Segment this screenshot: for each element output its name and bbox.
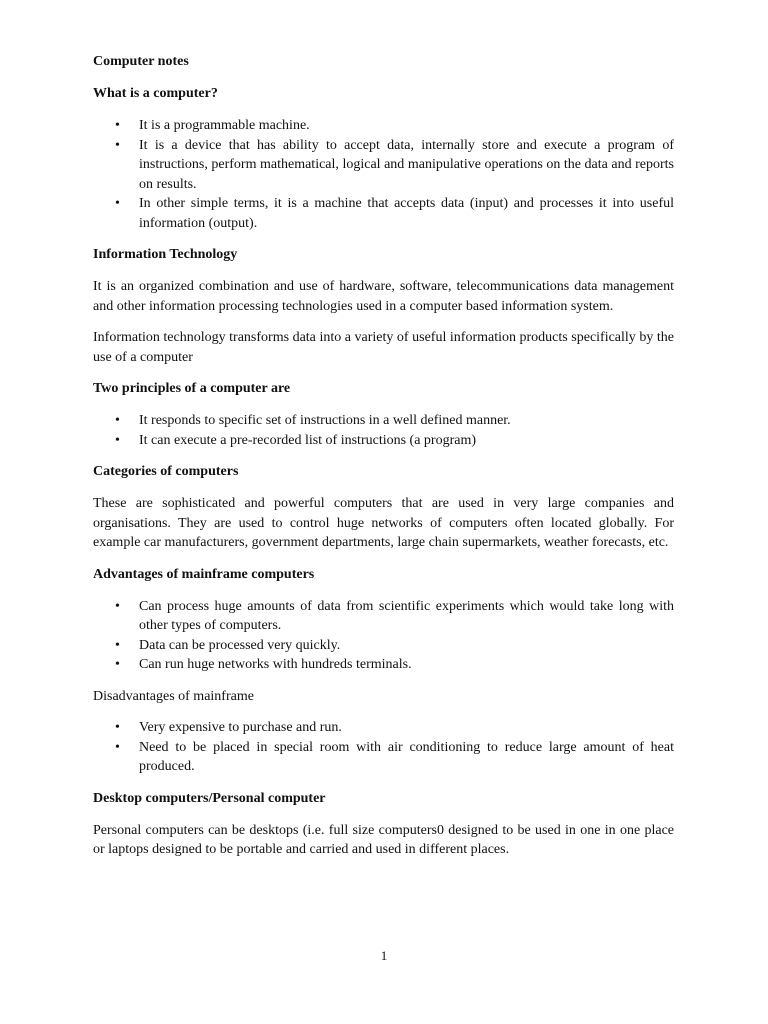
list-item: • Can run huge networks with hundreds terminals. — [93, 655, 674, 675]
list-item: • In other simple terms, it is a machine that accepts data (input) and processes it into useful information (output). — [115, 196, 674, 231]
bullet-icon: • — [115, 637, 120, 653]
list-item: • It responds to specific set of instructions in a well defined manner. — [93, 411, 674, 431]
bullet-icon: • — [115, 657, 120, 672]
section-heading-plain: Disadvantages of mainframe — [93, 688, 254, 704]
section-heading: Desktop computers/Personal computer — [93, 790, 326, 806]
bullet-icon: • — [115, 196, 120, 211]
document-body — [93, 52, 674, 860]
bullet-icon: • — [115, 598, 120, 614]
paragraph: Information technology transforms data into a variety of useful information products specifically by the use of a computer — [93, 330, 674, 365]
bullet-list — [93, 718, 674, 777]
list-item: • Very expensive to purchase and run. — [93, 718, 674, 738]
list-item: • Can process huge amounts of data from scientific experiments which would take long with other types of computers. — [115, 598, 674, 633]
bullet-icon: • — [115, 413, 120, 428]
paragraph: Personal computers can be desktops (i.e. full size computers0 designed to be used in one in one place or laptops designed to be portable and carried and used in different places. — [93, 822, 674, 857]
list-item: • It is a device that has ability to accept data, internally store and execute a program of instructions, perform mathematical, logical and manipulative operations on the data and reports on results. — [115, 137, 674, 192]
section-heading: Advantages of mainframe computers — [93, 566, 315, 582]
bullet-icon: • — [115, 432, 120, 448]
list-item: • Data can be processed very quickly. — [93, 636, 674, 656]
bullet-list — [93, 116, 674, 233]
bullet-list — [93, 597, 674, 675]
bullet-list — [93, 411, 674, 450]
list-item: • It can execute a pre-recorded list of instructions (a program) — [93, 431, 674, 451]
bullet-icon: • — [115, 720, 120, 735]
section-heading: What is a computer? — [93, 86, 218, 101]
section-heading: Two principles of a computer are — [93, 381, 291, 396]
bullet-icon: • — [115, 118, 120, 133]
section-heading: Categories of computers — [93, 464, 239, 479]
document-title: Computer notes — [93, 54, 189, 69]
list-item: • It is a programmable machine. — [93, 116, 674, 136]
bullet-icon: • — [115, 739, 120, 755]
bullet-icon: • — [115, 137, 120, 153]
section-heading: Information Technology — [93, 247, 238, 262]
paragraph: These are sophisticated and powerful computers that are used in very large companies and organisations. They are used to control huge networks of computers often located globally. For example car manufacturers, government departments, large chain supermarkets, weather forecasts, etc. — [93, 496, 674, 550]
list-item: • Need to be placed in special room with air conditioning to reduce large amount of heat produced. — [115, 739, 674, 774]
paragraph: It is an organized combination and use of hardware, software, telecommunications data management and other information processing technologies used in a computer based information system. — [93, 279, 674, 314]
page-number: 1 — [380, 948, 388, 963]
